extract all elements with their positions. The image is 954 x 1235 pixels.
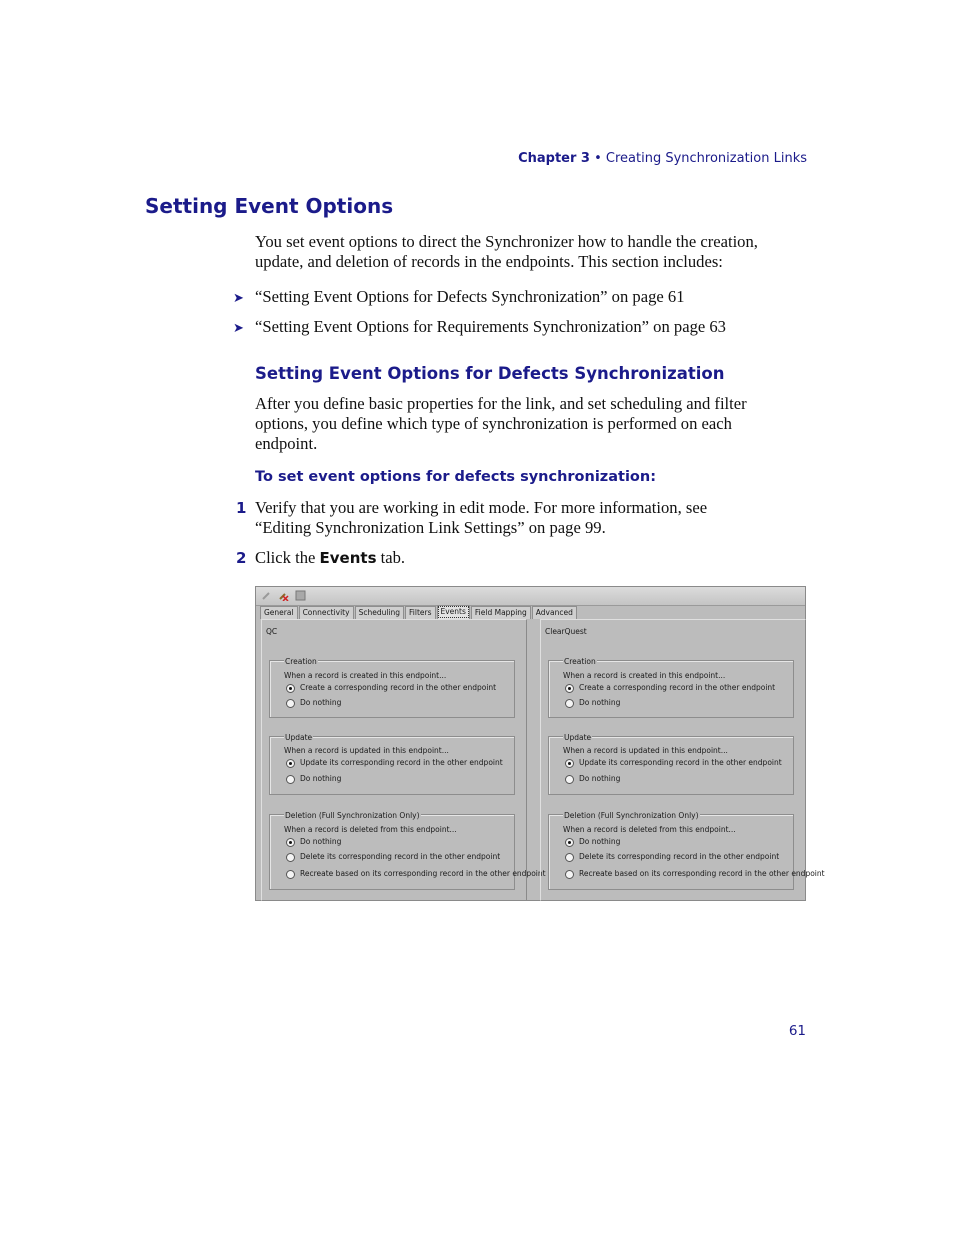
procedure-step <box>236 548 795 568</box>
paragraph-line: After you define basic properties for the link, and set scheduling and filter <box>255 394 747 413</box>
running-header <box>518 151 807 166</box>
radio-do-nothing[interactable] <box>565 699 574 708</box>
radio-label: Do nothing <box>300 774 342 783</box>
bullet-item <box>233 287 685 308</box>
save-icon[interactable] <box>295 590 306 601</box>
panel-title: QC <box>266 627 278 636</box>
creation-group <box>548 657 794 718</box>
radio-update-record[interactable] <box>286 759 295 768</box>
update-group <box>548 733 794 795</box>
intro-paragraph <box>255 232 815 272</box>
group-prompt: When a record is deleted from this endpoint... <box>284 825 457 834</box>
arrow-bullet-icon: ➤ <box>233 290 244 305</box>
ui-term-events: Events <box>319 549 377 567</box>
intro-line: You set event options to direct the Synchronizer how to handle the creation, <box>255 232 758 251</box>
events-tab-screenshot <box>255 586 825 901</box>
cancel-edit-icon[interactable] <box>278 590 289 601</box>
radio-label: Create a corresponding record in the other endpoint <box>300 683 497 692</box>
group-title: Update <box>564 733 592 742</box>
radio-label: Delete its corresponding record in the other endpoint <box>300 852 501 861</box>
deletion-group <box>548 811 825 890</box>
radio-recreate-record[interactable] <box>286 870 295 879</box>
radio-do-nothing[interactable] <box>286 838 295 847</box>
group-prompt: When a record is updated in this endpoint... <box>284 746 449 755</box>
radio-label: Do nothing <box>579 837 621 846</box>
step-text: tab. <box>376 548 406 567</box>
tab-strip <box>260 606 578 619</box>
group-prompt: When a record is created in this endpoint... <box>284 671 447 680</box>
radio-label: Do nothing <box>300 837 342 846</box>
subsection-paragraph <box>255 394 815 454</box>
cross-reference-link[interactable]: “Setting Event Options for Defects Synchronization” on page 61 <box>255 287 685 306</box>
header-separator: • <box>589 151 606 166</box>
tab-field-mapping[interactable]: Field Mapping <box>471 606 531 619</box>
group-title: Creation <box>285 657 317 666</box>
radio-do-nothing[interactable] <box>286 775 295 784</box>
intro-line: update, and deletion of records in the endpoints. This section includes: <box>255 252 723 271</box>
radio-update-record[interactable] <box>565 759 574 768</box>
radio-label: Update its corresponding record in the other endpoint <box>579 758 782 767</box>
paragraph-line: options, you define which type of synchronization is performed on each <box>255 414 732 433</box>
edit-icon[interactable] <box>261 590 272 601</box>
radio-label: Do nothing <box>579 774 621 783</box>
radio-do-nothing[interactable] <box>565 775 574 784</box>
tab-filters[interactable]: Filters <box>405 606 435 619</box>
toolbar <box>256 587 805 606</box>
subsection-title: Setting Event Options for Defects Synchronization <box>255 364 725 383</box>
update-group <box>269 733 515 795</box>
creation-group <box>269 657 515 718</box>
tab-events[interactable]: Events <box>437 605 470 619</box>
radio-create-record[interactable] <box>286 684 295 693</box>
step-number: 1 <box>236 499 247 517</box>
arrow-bullet-icon: ➤ <box>233 320 244 335</box>
step-line: Verify that you are working in edit mode. For more information, see <box>255 498 708 517</box>
procedure-step <box>236 498 795 538</box>
paragraph-line: endpoint. <box>255 434 318 453</box>
radio-create-record[interactable] <box>565 684 574 693</box>
group-title: Deletion (Full Synchronization Only) <box>285 811 420 820</box>
radio-delete-record[interactable] <box>286 853 295 862</box>
endpoint-panel-clearquest <box>540 619 825 901</box>
procedure-heading: To set event options for defects synchronization: <box>255 469 657 485</box>
panel-title: ClearQuest <box>545 627 587 636</box>
tab-general[interactable]: General <box>260 606 298 619</box>
radio-delete-record[interactable] <box>565 853 574 862</box>
cross-reference-link[interactable]: “Setting Event Options for Requirements Synchronization” on page 63 <box>255 317 726 336</box>
tab-advanced[interactable]: Advanced <box>532 606 577 619</box>
group-title: Deletion (Full Synchronization Only) <box>564 811 699 820</box>
radio-label: Do nothing <box>300 698 342 707</box>
section-title: Setting Event Options <box>145 194 394 218</box>
chapter-number: Chapter 3 <box>518 151 590 166</box>
radio-do-nothing[interactable] <box>565 838 574 847</box>
radio-label: Recreate based on its corresponding record in the other endpoint <box>300 869 546 878</box>
endpoint-panel-qc <box>261 619 546 901</box>
step-number: 2 <box>236 549 247 567</box>
radio-label: Do nothing <box>579 698 621 707</box>
group-prompt: When a record is created in this endpoint... <box>563 671 726 680</box>
radio-label: Create a corresponding record in the other endpoint <box>579 683 776 692</box>
page-number: 61 <box>788 1023 806 1039</box>
radio-label: Update its corresponding record in the other endpoint <box>300 758 503 767</box>
tab-scheduling[interactable]: Scheduling <box>355 606 404 619</box>
deletion-group <box>269 811 546 890</box>
step-line: “Editing Synchronization Link Settings” on page 99. <box>255 518 606 537</box>
group-title: Update <box>285 733 313 742</box>
group-prompt: When a record is updated in this endpoint... <box>563 746 728 755</box>
group-title: Creation <box>564 657 596 666</box>
bullet-item <box>233 317 726 338</box>
chapter-title: Creating Synchronization Links <box>605 151 807 166</box>
tab-connectivity[interactable]: Connectivity <box>299 606 354 619</box>
radio-label: Recreate based on its corresponding record in the other endpoint <box>579 869 825 878</box>
group-prompt: When a record is deleted from this endpoint... <box>563 825 736 834</box>
radio-label: Delete its corresponding record in the other endpoint <box>579 852 780 861</box>
radio-recreate-record[interactable] <box>565 870 574 879</box>
step-text: Click the <box>255 548 320 567</box>
radio-do-nothing[interactable] <box>286 699 295 708</box>
